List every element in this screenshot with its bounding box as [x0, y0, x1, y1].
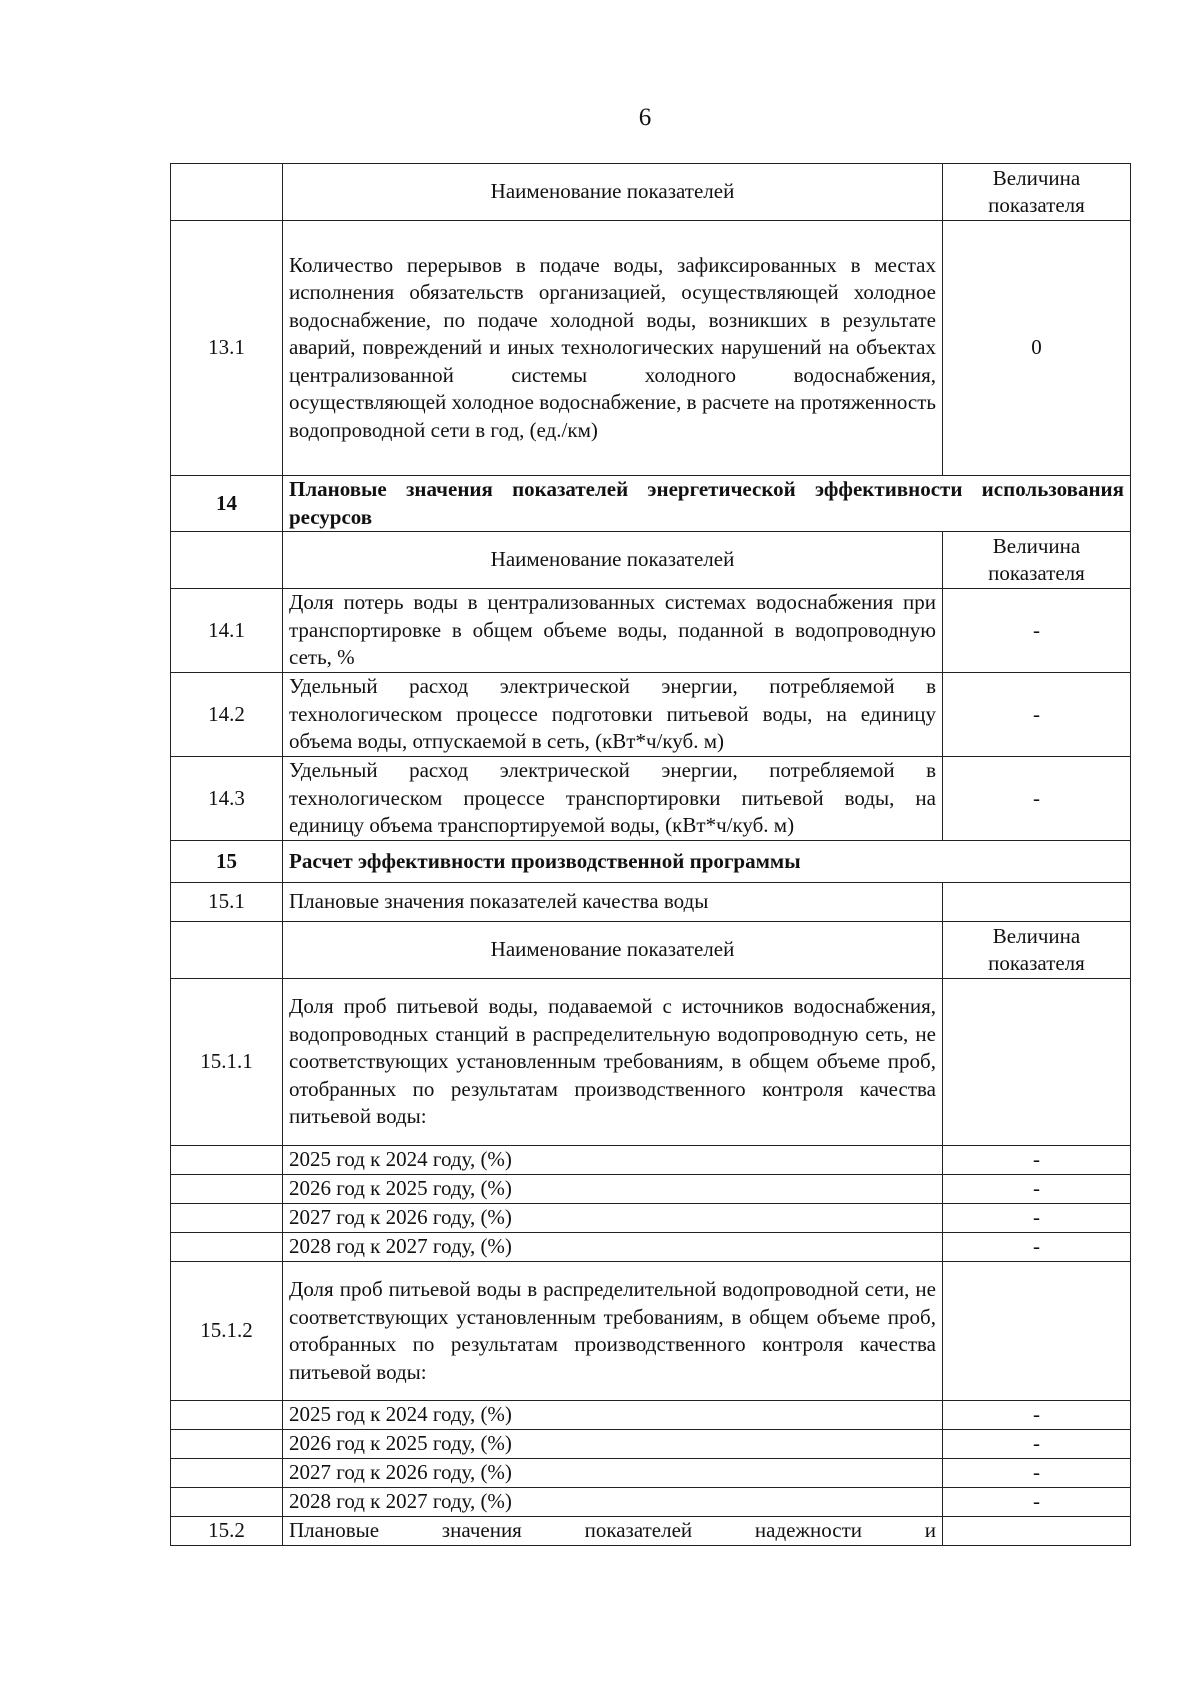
header-num-cell [171, 532, 283, 589]
header-name-cell: Наименование показателей [283, 532, 943, 589]
year-value: - [943, 1401, 1131, 1430]
section-title: Плановые значения показателей энергетической эффективности использования ресурсов [283, 476, 1131, 532]
table-row [171, 673, 1131, 757]
year-value: - [943, 1430, 1131, 1459]
row-number: 15.1.2 [171, 1262, 283, 1401]
year-value: - [943, 1146, 1131, 1175]
header-num-cell [171, 922, 283, 979]
year-label: 2026 год к 2025 году, (%) [283, 1430, 943, 1459]
header-value-cell: Величина показателя [943, 922, 1131, 979]
row-number: 14.2 [171, 673, 283, 757]
year-row [171, 1430, 1131, 1459]
row-number [171, 1233, 283, 1262]
row-number: 14.3 [171, 757, 283, 841]
year-label: 2025 год к 2024 году, (%) [283, 1401, 943, 1430]
section-row [171, 476, 1131, 532]
year-row [171, 1401, 1131, 1430]
year-label: 2026 год к 2025 году, (%) [283, 1175, 943, 1204]
year-value: - [943, 1175, 1131, 1204]
row-number: 15.1.1 [171, 979, 283, 1146]
table-row [171, 1517, 1131, 1546]
row-value: 0 [943, 221, 1131, 476]
row-text: Удельный расход электрической энергии, потребляемой в технологическом процессе транспортировки питьевой воды, на единицу объема транспортируемой воды, (кВт*ч/куб. м) [283, 757, 943, 841]
row-number: 15.1 [171, 883, 283, 922]
row-text: Плановые значения показателей надежности и [283, 1517, 943, 1546]
row-value [943, 883, 1131, 922]
table-header-row [171, 922, 1131, 979]
section-title: Расчет эффективности производственной программы [283, 841, 1131, 883]
row-number [171, 1204, 283, 1233]
table-row [171, 589, 1131, 673]
year-label: 2028 год к 2027 году, (%) [283, 1233, 943, 1262]
year-label: 2025 год к 2024 году, (%) [283, 1146, 943, 1175]
row-text: Плановые значения показателей качества воды [283, 883, 943, 922]
row-number [171, 1459, 283, 1488]
year-value: - [943, 1459, 1131, 1488]
row-value [943, 1262, 1131, 1401]
row-text: Количество перерывов в подаче воды, зафиксированных в местах исполнения обязательств организацией, осуществляющей холодное водоснабжение, по подаче холодной воды, возникших в результате аварий, повреждений и иных технологических нарушений на объектах централизованной системы холодного водоснабжения, осуществляющей холодное водоснабжение, в расчете на протяженность водопроводной сети в год, (ед./км) [283, 221, 943, 476]
row-number: 13.1 [171, 221, 283, 476]
row-text: Доля проб питьевой воды, подаваемой с источников водоснабжения, водопроводных станций в распределительную водопроводную сеть, не соответствующих установленным требованиям, в общем объеме проб, отобранных по результатам производственного контроля качества питьевой воды: [283, 979, 943, 1146]
table-header-row [171, 164, 1131, 221]
table-row [171, 979, 1131, 1146]
year-label: 2027 год к 2026 году, (%) [283, 1204, 943, 1233]
year-row [171, 1459, 1131, 1488]
section-number: 14 [171, 476, 283, 532]
section-row [171, 841, 1131, 883]
table-header-row [171, 532, 1131, 589]
row-value [943, 1517, 1131, 1546]
header-name-cell: Наименование показателей [283, 922, 943, 979]
year-label: 2028 год к 2027 году, (%) [283, 1488, 943, 1517]
header-name-cell: Наименование показателей [283, 164, 943, 221]
year-row [171, 1233, 1131, 1262]
row-value: - [943, 589, 1131, 673]
row-text: Доля проб питьевой воды в распределительной водопроводной сети, не соответствующих установленным требованиям, в общем объеме проб, отобранных по результатам производственного контроля качества питьевой воды: [283, 1262, 943, 1401]
year-row [171, 1204, 1131, 1233]
table-row [171, 221, 1131, 476]
year-label: 2027 год к 2026 году, (%) [283, 1459, 943, 1488]
table-row [171, 757, 1131, 841]
row-number: 15.2 [171, 1517, 283, 1546]
row-number [171, 1146, 283, 1175]
section-number: 15 [171, 841, 283, 883]
row-number [171, 1430, 283, 1459]
row-value: - [943, 673, 1131, 757]
year-row [171, 1488, 1131, 1517]
year-row [171, 1146, 1131, 1175]
row-number [171, 1488, 283, 1517]
table-row [171, 1262, 1131, 1401]
row-number: 14.1 [171, 589, 283, 673]
year-value: - [943, 1233, 1131, 1262]
indicators-table [170, 163, 1131, 1546]
row-number [171, 1401, 283, 1430]
header-value-cell: Величина показателя [943, 164, 1131, 221]
row-value: - [943, 757, 1131, 841]
header-value-cell: Величина показателя [943, 532, 1131, 589]
row-text: Удельный расход электрической энергии, потребляемой в технологическом процессе подготовки питьевой воды, на единицу объема воды, отпускаемой в сеть, (кВт*ч/куб. м) [283, 673, 943, 757]
year-value: - [943, 1488, 1131, 1517]
row-number [171, 1175, 283, 1204]
header-num-cell [171, 164, 283, 221]
row-text: Доля потерь воды в централизованных системах водоснабжения при транспортировке в общем объеме воды, поданной в водопроводную сеть, % [283, 589, 943, 673]
table-row [171, 883, 1131, 922]
row-value [943, 979, 1131, 1146]
year-value: - [943, 1204, 1131, 1233]
year-row [171, 1175, 1131, 1204]
page-number: 6 [638, 104, 652, 131]
